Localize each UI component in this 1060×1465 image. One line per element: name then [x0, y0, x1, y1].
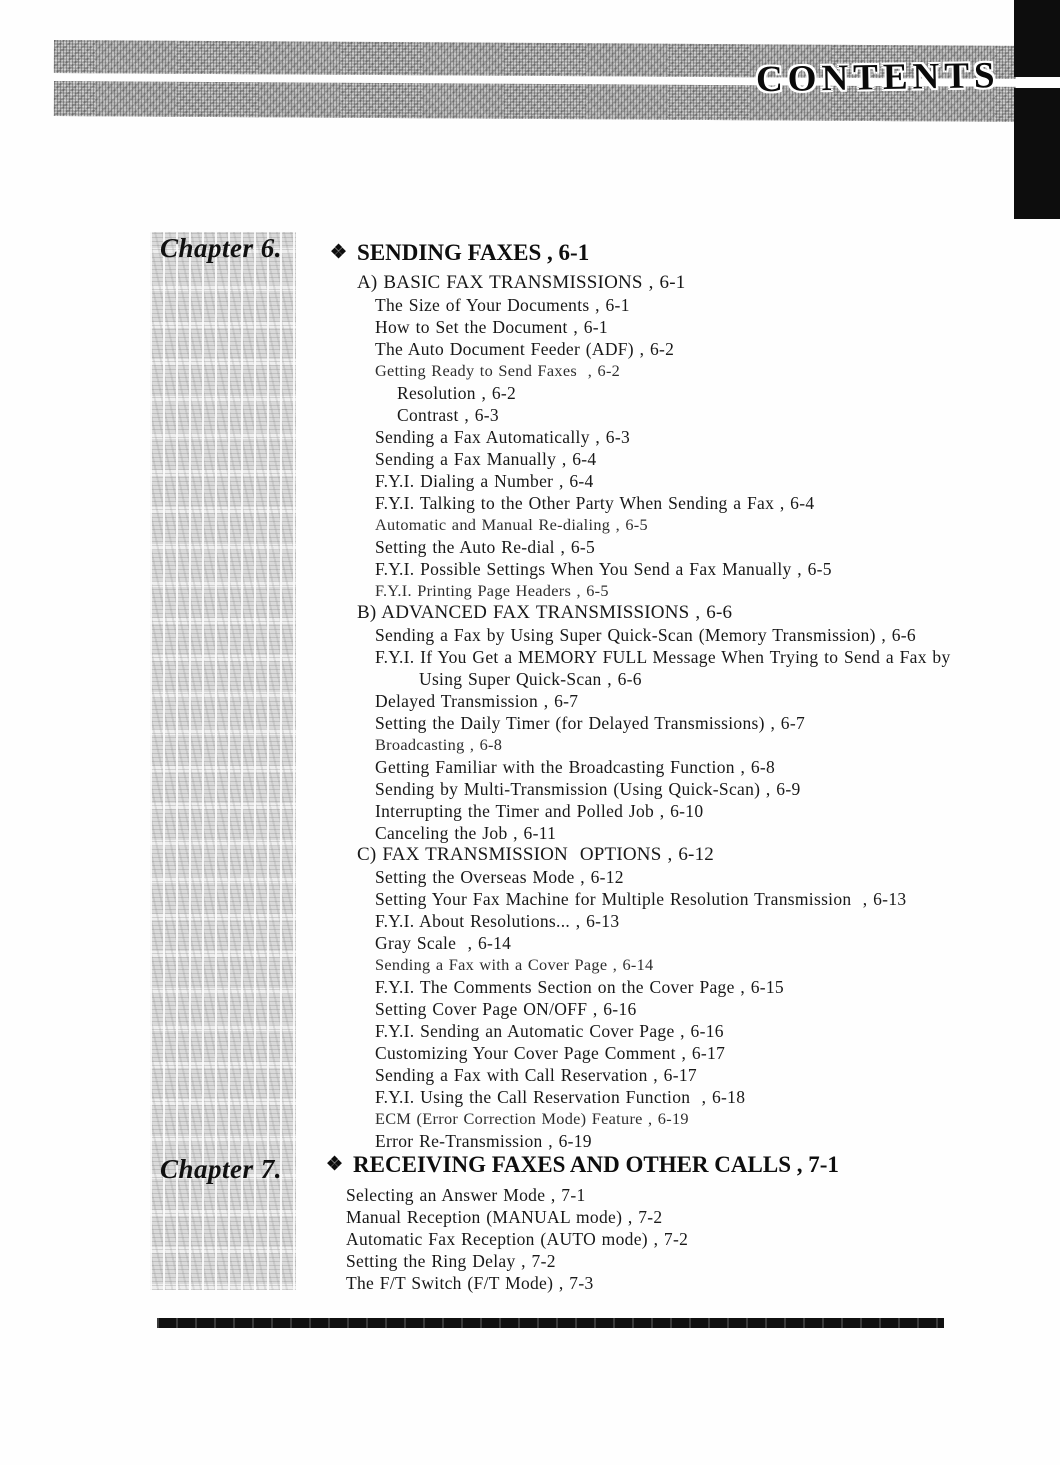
- toc-entry: Manual Reception (MANUAL mode) , 7-2: [346, 1207, 663, 1227]
- chapter-7-toc: [326, 1152, 986, 1294]
- toc-entry: C) FAX TRANSMISSION OPTIONS , 6-12: [357, 844, 714, 865]
- diamond-bullet-icon: ❖: [326, 1154, 344, 1175]
- toc-entry: Sending a Fax Automatically , 6-3: [375, 427, 631, 447]
- toc-entry: Canceling the Job , 6-11: [375, 823, 557, 843]
- toc-entry: B) ADVANCED FAX TRANSMISSIONS , 6-6: [357, 602, 733, 623]
- toc-entry: Selecting an Answer Mode , 7-1: [346, 1185, 586, 1205]
- toc-entry: Using Super Quick-Scan , 6-6: [419, 669, 642, 689]
- toc-entry: Getting Ready to Send Faxes , 6-2: [375, 361, 621, 380]
- corner-black-bar-top: [1014, 0, 1060, 77]
- toc-entry: F.Y.I. Sending an Automatic Cover Page , 6-16: [375, 1021, 724, 1041]
- toc-entry: Sending a Fax with Call Reservation , 6-17: [375, 1065, 697, 1085]
- chapter-heading: [326, 1152, 986, 1178]
- toc-entry: Setting the Daily Timer (for Delayed Transmissions) , 6-7: [375, 713, 806, 733]
- toc-entry: Sending a Fax with a Cover Page , 6-14: [375, 955, 654, 974]
- toc-entry: Interrupting the Timer and Polled Job , 6-10: [375, 801, 704, 821]
- toc-entry: Getting Familiar with the Broadcasting Function , 6-8: [375, 757, 776, 777]
- toc-entry: ECM (Error Correction Mode) Feature , 6-19: [375, 1109, 689, 1128]
- toc-entry: Sending a Fax by Using Super Quick-Scan (Memory Transmission) , 6-6: [375, 625, 916, 645]
- toc-entry: How to Set the Document , 6-1: [375, 317, 608, 337]
- toc-entry: Setting Cover Page ON/OFF , 6-16: [375, 999, 637, 1019]
- diamond-bullet-icon: ❖: [330, 242, 348, 263]
- toc-entry: A) BASIC FAX TRANSMISSIONS , 6-1: [357, 272, 686, 293]
- chapter-6-label: Chapter 6.: [160, 233, 283, 263]
- toc-entry: F.Y.I. Printing Page Headers , 6-5: [375, 581, 609, 600]
- toc-entry: Sending by Multi-Transmission (Using Quick-Scan) , 6-9: [375, 779, 801, 799]
- toc-entry: Gray Scale , 6-14: [375, 933, 512, 953]
- toc-entry: Automatic Fax Reception (AUTO mode) , 7-2: [346, 1229, 689, 1249]
- toc-entry: Resolution , 6-2: [397, 383, 517, 403]
- toc-entry: Error Re-Transmission , 6-19: [375, 1131, 592, 1151]
- toc-entry: The F/T Switch (F/T Mode) , 7-3: [346, 1273, 594, 1293]
- toc-entry: Broadcasting , 6-8: [375, 735, 503, 754]
- chapter-heading: [330, 240, 990, 266]
- toc-entry: F.Y.I. The Comments Section on the Cover Page , 6-15: [375, 977, 784, 997]
- toc-entry: Setting Your Fax Machine for Multiple Resolution Transmission , 6-13: [375, 889, 907, 909]
- toc-entry: Sending a Fax Manually , 6-4: [375, 449, 597, 469]
- chapter-heading-text: SENDING FAXES , 6-1: [357, 240, 590, 265]
- corner-black-bar-bottom: [1014, 88, 1060, 219]
- chapter-heading-text: RECEIVING FAXES AND OTHER CALLS , 7-1: [353, 1152, 839, 1177]
- toc-entry: F.Y.I. Talking to the Other Party When Sending a Fax , 6-4: [375, 493, 815, 513]
- toc-entry: F.Y.I. Dialing a Number , 6-4: [375, 471, 594, 491]
- chapter-7-label: Chapter 7.: [160, 1154, 283, 1184]
- toc-entry: F.Y.I. Using the Call Reservation Function , 6-18: [375, 1087, 746, 1107]
- toc-entry: Automatic and Manual Re-dialing , 6-5: [375, 515, 648, 534]
- chapter-texture-strip: [150, 232, 296, 1290]
- chapter-6-toc: [330, 240, 990, 1152]
- toc-entry: F.Y.I. Possible Settings When You Send a Fax Manually , 6-5: [375, 559, 832, 579]
- toc-entry: Setting the Ring Delay , 7-2: [346, 1251, 556, 1271]
- toc-entry: F.Y.I. If You Get a MEMORY FULL Message When Trying to Send a Fax by: [375, 647, 951, 667]
- toc-entry: Customizing Your Cover Page Comment , 6-17: [375, 1043, 726, 1063]
- toc-entry: Delayed Transmission , 6-7: [375, 691, 579, 711]
- bottom-rule: [157, 1318, 944, 1328]
- toc-entry: F.Y.I. About Resolutions... , 6-13: [375, 911, 620, 931]
- toc-entry: Setting the Auto Re-dial , 6-5: [375, 537, 596, 557]
- toc-entry: The Size of Your Documents , 6-1: [375, 295, 630, 315]
- toc-entry: Contrast , 6-3: [397, 405, 499, 425]
- page-title: CONTENTS: [755, 55, 1000, 101]
- toc-entry: Setting the Overseas Mode , 6-12: [375, 867, 624, 887]
- toc-entry: The Auto Document Feeder (ADF) , 6-2: [375, 339, 675, 359]
